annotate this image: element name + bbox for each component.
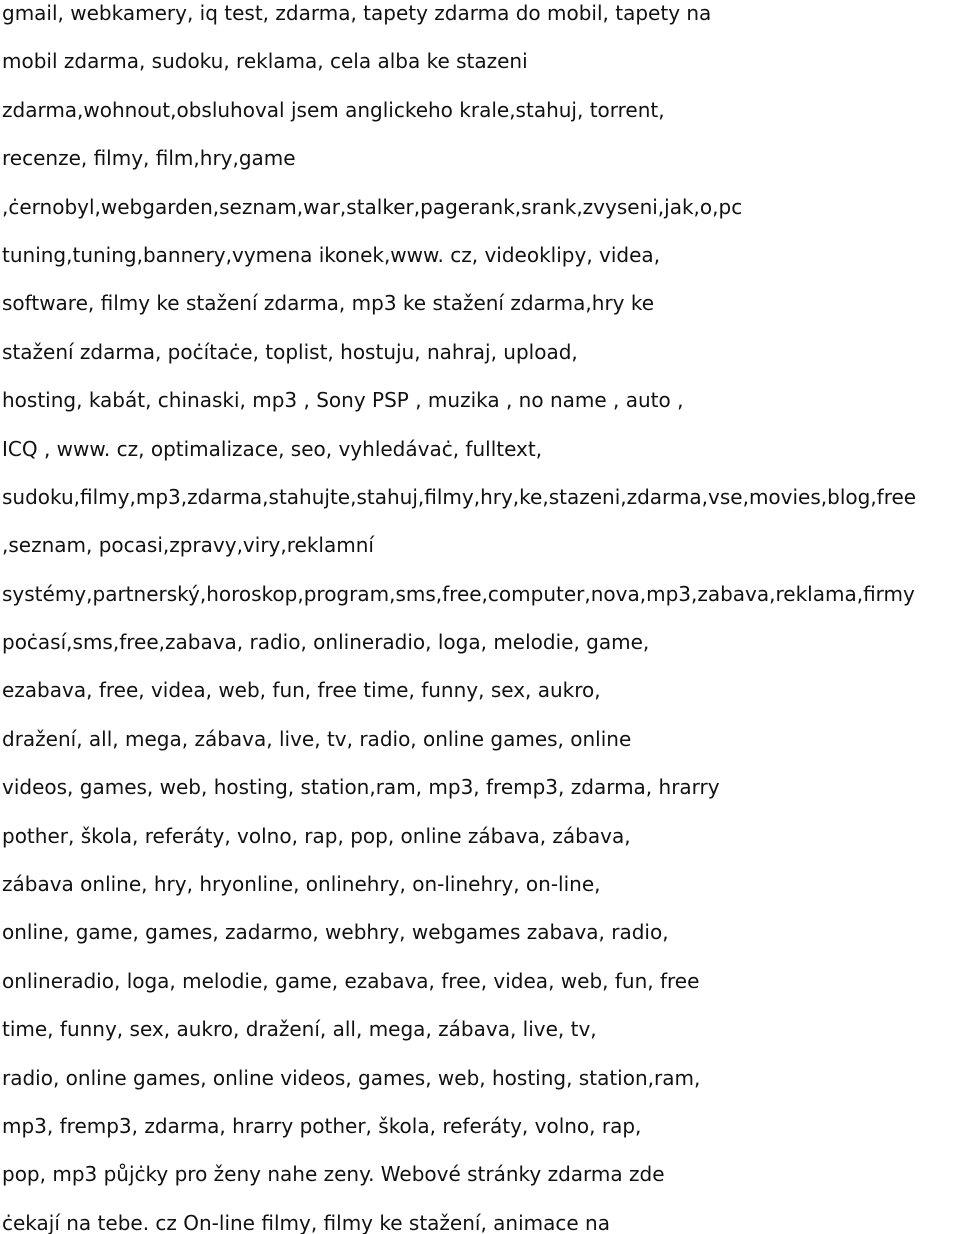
text-line: ICQ , www. cz, optimalizace, seo, vyhledávaċ, fulltext, [2, 436, 543, 461]
text-line: ,ċernobyl,webgarden,seznam,war,stalker,pagerank,srank,zvyseni,jak,o,pc [2, 194, 743, 219]
text-line: pop, mp3 půjċky pro ženy nahe zeny. Webové stránky zdarma zde [2, 1162, 665, 1187]
text-line: dražení, all, mega, zábava, live, tv, radio, online games, online [2, 726, 632, 751]
text-line: online, game, games, zadarmo, webhry, webgames zabava, radio, [2, 920, 669, 945]
text-line: mobil zdarma, sudoku, reklama, cela alba ke stazeni [2, 49, 528, 74]
text-line: software, filmy ke stažení zdarma, mp3 ke stažení zdarma,hry ke [2, 291, 655, 316]
text-line: ċekají na tebe. cz On-line filmy, filmy ke stažení, animace na [2, 1210, 610, 1234]
text-line: hosting, kabát, chinaski, mp3 , Sony PSP , muzika , no name , auto , [2, 388, 684, 413]
text-line: poċasí,sms,free,zabava, radio, onlineradio, loga, melodie, game, [2, 630, 650, 655]
text-line: systémy,partnerský,horoskop,program,sms,free,computer,nova,mp3,zabava,reklama,firmy [2, 581, 915, 606]
text-line: ezabava, free, videa, web, fun, free time, funny, sex, aukro, [2, 678, 601, 703]
text-line: recenze, filmy, film,hry,game [2, 146, 296, 171]
text-line: radio, online games, online videos, games, web, hosting, station,ram, [2, 1065, 701, 1090]
text-line: sudoku,filmy,mp3,zdarma,stahujte,stahuj,filmy,hry,ke,stazeni,zdarma,vse,movies,blog,free [2, 484, 917, 509]
text-line: zábava online, hry, hryonline, onlinehry, on-linehry, on-line, [2, 872, 601, 897]
text-line: time, funny, sex, aukro, dražení, all, mega, zábava, live, tv, [2, 1017, 597, 1042]
text-line: zdarma,wohnout,obsluhoval jsem anglickeho krale,stahuj, torrent, [2, 97, 665, 122]
text-line: mp3, fremp3, zdarma, hrarry pother, škola, referáty, volno, rap, [2, 1113, 642, 1138]
text-line: pother, škola, referáty, volno, rap, pop, online zábava, zábava, [2, 823, 631, 848]
text-line: gmail, webkamery, iq test, zdarma, tapety zdarma do mobil, tapety na [2, 1, 712, 25]
text-line: stažení zdarma, poċítaċe, toplist, hostuju, nahraj, upload, [2, 339, 578, 364]
keyword-text-block [2, 0, 960, 1234]
text-line: ,seznam, pocasi,zpravy,viry,reklamní [2, 533, 374, 558]
text-line: onlineradio, loga, melodie, game, ezabava, free, videa, web, fun, free [2, 968, 700, 993]
text-line: tuning,tuning,bannery,vymena ikonek,www. cz, videoklipy, videa, [2, 242, 661, 267]
text-line: videos, games, web, hosting, station,ram, mp3, fremp3, zdarma, hrarry [2, 775, 720, 800]
